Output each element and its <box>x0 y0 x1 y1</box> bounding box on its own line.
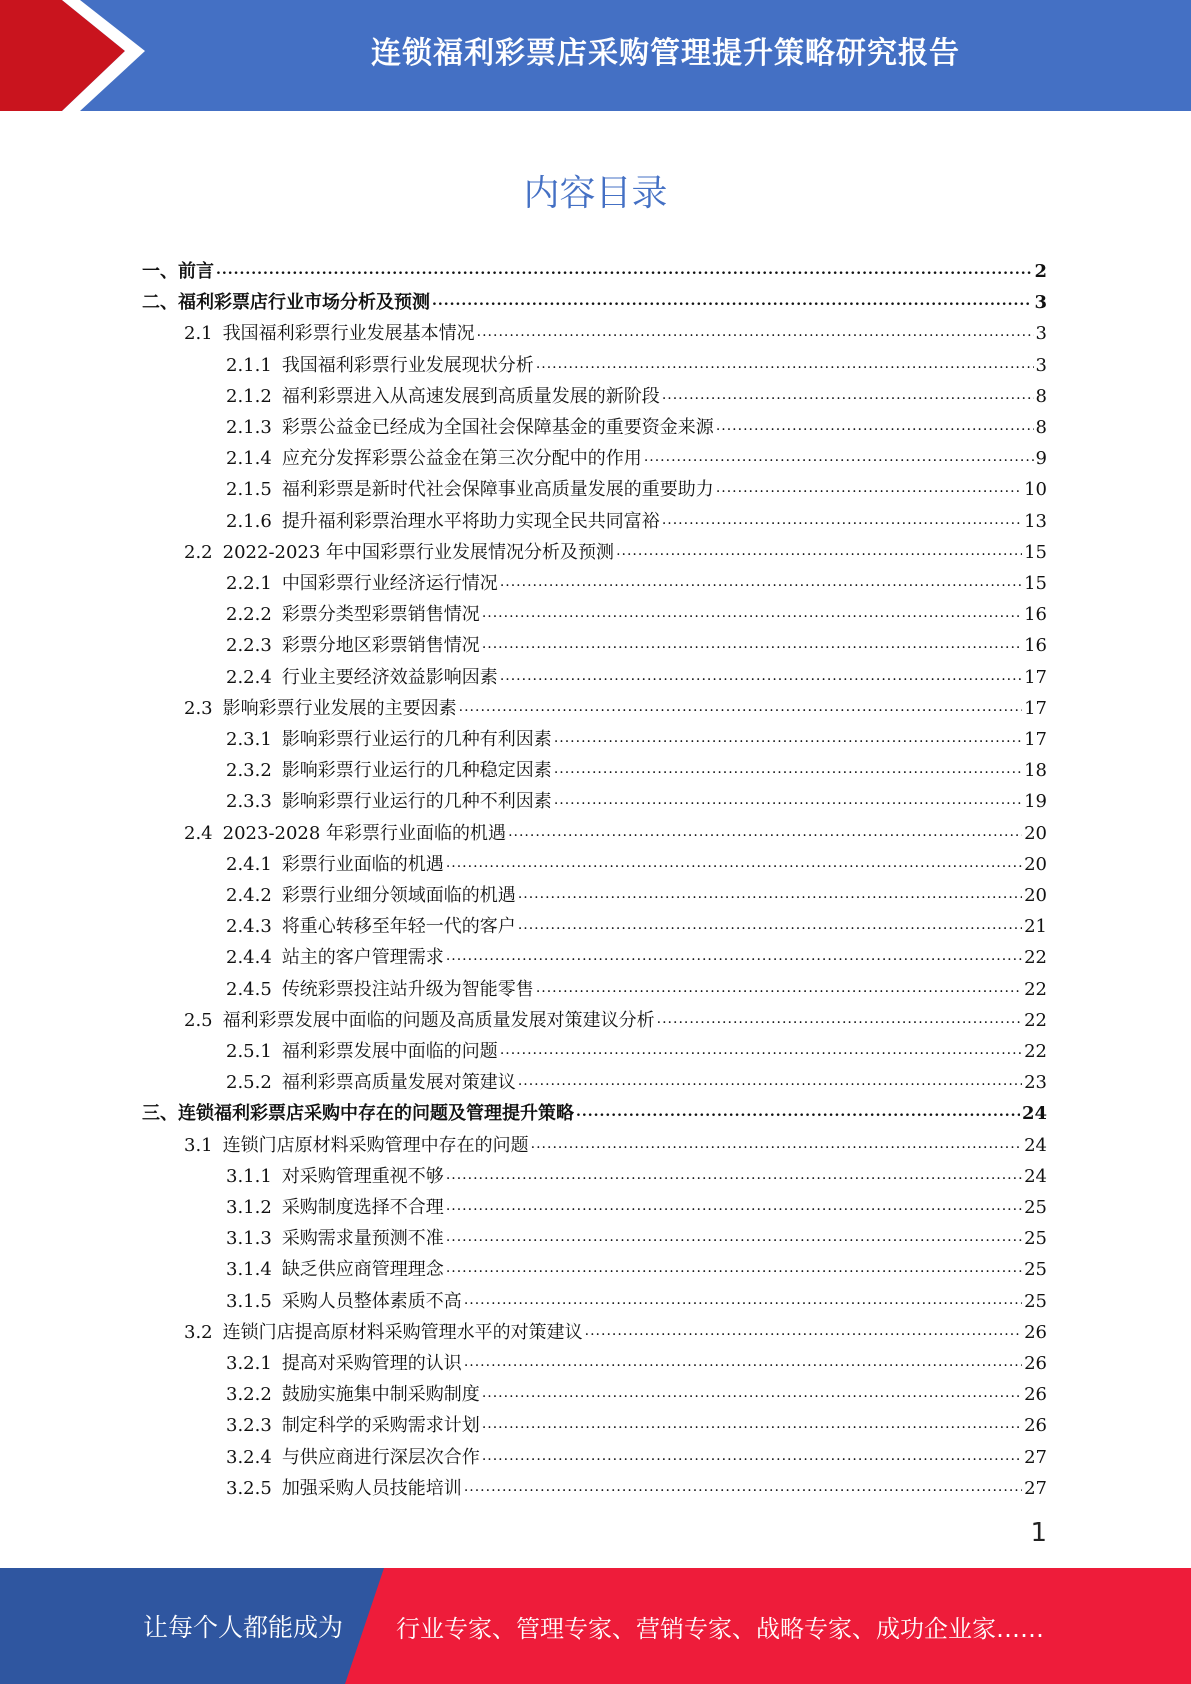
toc-entry[interactable] <box>226 471 1047 502</box>
toc-entry-number: 2.1.2 <box>226 385 272 407</box>
toc-entry-title: 一、前言 <box>142 261 214 282</box>
toc-entry-title: 制定科学的采购需求计划 <box>281 1415 480 1437</box>
toc-entry-title: 将重心转移至年轻一代的客户 <box>281 916 516 938</box>
toc-entry-title: 福利彩票是新时代社会保障事业高质量发展的重要助力 <box>281 479 714 501</box>
toc-entry-number: 2.5.1 <box>226 1041 272 1062</box>
toc-entry-title: 鼓励实施集中制采购制度 <box>281 1384 480 1406</box>
toc-leader-dots <box>459 697 1022 721</box>
toc-leader-dots <box>446 1196 1022 1220</box>
toc-entry-page: 3 <box>1034 292 1047 314</box>
toc-title: 内容目录 <box>523 173 668 214</box>
toc-entry[interactable] <box>226 783 1047 814</box>
toc-entry[interactable] <box>226 877 1047 908</box>
toc-entry-title: 传统彩票投注站升级为智能零售 <box>281 978 534 1000</box>
toc-entry-number: 2.1.6 <box>226 510 272 532</box>
toc-entry-title: 加强采购人员技能培训 <box>281 1477 462 1499</box>
toc-entry[interactable] <box>226 1033 1047 1064</box>
toc-entry-page: 13 <box>1024 510 1047 532</box>
toc-leader-dots <box>536 978 1022 1002</box>
toc-entry-title: 福利彩票进入从高速发展到高质量发展的新阶段 <box>281 385 660 407</box>
toc-entry[interactable] <box>226 939 1047 970</box>
toc-entry-page: 26 <box>1024 1321 1047 1343</box>
toc-entry-title: 二、福利彩票店行业市场分析及预测 <box>142 292 430 314</box>
toc-entry-title: 影响彩票行业发展的主要因素 <box>222 697 457 719</box>
page-footer <box>0 1568 1191 1684</box>
toc-entry-title: 站主的客户管理需求 <box>281 947 444 969</box>
toc-leader-dots <box>464 1477 1022 1501</box>
toc-entry-number: 2.3 <box>184 697 213 719</box>
toc-entry-number: 3.1.2 <box>226 1197 272 1218</box>
toc-entry[interactable] <box>226 565 1047 596</box>
toc-leader-dots <box>616 541 1022 565</box>
toc-entry-number: 2.1.4 <box>226 448 272 470</box>
toc-entry-title: 行业主要经济效益影响因素 <box>281 666 498 688</box>
toc-entry-title: 连锁门店原材料采购管理中存在的问题 <box>222 1134 529 1156</box>
toc-entry-number: 2.4.2 <box>226 885 272 906</box>
toc-entry-number: 2.4.5 <box>226 978 272 1000</box>
toc-entry-title: 影响彩票行业运行的几种不利因素 <box>281 791 552 813</box>
toc-entry-number: 2.1.5 <box>226 479 272 501</box>
footer-slogan-left: 让每个人都能成为 <box>143 1613 344 1642</box>
toc-entry-page: 22 <box>1024 1041 1047 1062</box>
toc-leader-dots <box>585 1321 1022 1345</box>
toc-entry-number: 3.1.4 <box>226 1259 272 1281</box>
toc-leader-dots <box>500 572 1022 596</box>
toc-leader-dots <box>518 884 1022 908</box>
toc-entry-page: 24 <box>1024 1134 1047 1156</box>
toc-entry[interactable] <box>184 1127 1047 1158</box>
toc-entry-page: 22 <box>1024 1009 1047 1031</box>
toc-entry-page: 20 <box>1024 822 1047 844</box>
toc-entry-number: 2.3.3 <box>226 791 272 813</box>
toc-entry-title: 福利彩票发展中面临的问题及高质量发展对策建议分析 <box>222 1009 655 1031</box>
toc-entry-title: 缺乏供应商管理理念 <box>281 1259 444 1281</box>
toc-leader-dots <box>716 478 1022 502</box>
toc-leader-dots <box>500 1040 1022 1064</box>
toc-entry-title: 我国福利彩票行业发展现状分析 <box>281 354 534 376</box>
toc-entry-title: 连锁门店提高原材料采购管理水平的对策建议 <box>222 1321 583 1343</box>
toc-entry-title: 影响彩票行业运行的几种有利因素 <box>281 729 552 750</box>
toc-entry-page: 22 <box>1024 947 1047 969</box>
toc-leader-dots <box>482 634 1022 658</box>
toc-entry[interactable] <box>184 315 1047 346</box>
toc-entry-number: 3.2 <box>184 1321 213 1343</box>
toc-leader-dots <box>531 1134 1022 1158</box>
toc-entry-title: 采购制度选择不合理 <box>281 1197 444 1218</box>
toc-entry[interactable] <box>226 409 1047 440</box>
toc-leader-dots <box>518 1071 1022 1095</box>
toc-entry-page: 19 <box>1024 791 1047 813</box>
toc-entry[interactable] <box>226 846 1047 877</box>
toc-entry[interactable] <box>226 659 1047 690</box>
toc-entry-page: 16 <box>1024 635 1047 657</box>
footer-slogan-right: 行业专家、管理专家、营销专家、战略专家、成功企业家…… <box>396 1614 1044 1643</box>
toc-entry[interactable] <box>184 534 1047 565</box>
page-header <box>0 0 1191 111</box>
toc-entry[interactable] <box>184 815 1047 846</box>
toc-leader-dots <box>482 1383 1022 1407</box>
toc-leader-dots <box>482 1446 1022 1470</box>
toc-entry-number: 2.3.2 <box>226 760 272 782</box>
toc-entry-number: 2.2.4 <box>226 666 272 688</box>
toc-entry[interactable] <box>226 908 1047 939</box>
toc-entry-number: 3.1.5 <box>226 1290 272 1312</box>
toc-entry[interactable] <box>226 1376 1047 1407</box>
toc-entry[interactable] <box>226 1470 1047 1501</box>
toc-entry-number: 2.2 <box>184 541 213 563</box>
toc-entry-title: 提高对采购管理的认识 <box>281 1353 462 1374</box>
toc-entry-number: 2.4.1 <box>226 853 272 875</box>
toc-entry-page: 25 <box>1024 1259 1047 1281</box>
toc-entry-number: 3.2.4 <box>226 1446 272 1468</box>
toc-leader-dots <box>657 1009 1022 1033</box>
toc-leader-dots <box>446 1165 1022 1189</box>
toc-leader-dots <box>464 1352 1022 1376</box>
toc-entry[interactable] <box>226 1158 1047 1189</box>
toc-leader-dots <box>216 260 1032 284</box>
toc-entry[interactable] <box>226 1439 1047 1470</box>
toc-entry[interactable] <box>226 627 1047 658</box>
toc-entry-title: 2023-2028 年彩票行业面临的机遇 <box>222 822 507 844</box>
toc-entry-title: 采购人员整体素质不高 <box>281 1290 462 1312</box>
toc-entry-page: 2 <box>1034 261 1047 282</box>
toc-entry-title: 采购需求量预测不准 <box>281 1228 444 1250</box>
toc-leader-dots <box>644 447 1034 471</box>
toc-entry-page: 16 <box>1024 604 1047 626</box>
toc-leader-dots <box>446 1227 1022 1251</box>
toc-entry-number: 3.2.5 <box>226 1477 272 1499</box>
toc-entry[interactable] <box>184 1002 1047 1033</box>
toc-entry-number: 2.4.4 <box>226 947 272 969</box>
toc-entry-page: 15 <box>1024 573 1047 594</box>
toc-leader-dots <box>662 385 1034 409</box>
toc-entry-title: 彩票公益金已经成为全国社会保障基金的重要资金来源 <box>281 417 714 438</box>
toc-entry[interactable] <box>226 1345 1047 1376</box>
toc-entry-page: 26 <box>1024 1415 1047 1437</box>
toc-entry-number: 2.4 <box>184 822 213 844</box>
toc-entry[interactable] <box>226 1064 1047 1095</box>
toc-leader-dots <box>554 790 1022 814</box>
toc-entry-page: 10 <box>1024 479 1047 501</box>
toc-leader-dots <box>464 1290 1022 1314</box>
toc-entry-number: 3.2.3 <box>226 1415 272 1437</box>
toc-entry-number: 2.1 <box>184 323 213 345</box>
toc-entry-number: 3.1.1 <box>226 1165 272 1187</box>
toc-entry-number: 2.4.3 <box>226 916 272 938</box>
toc-entry-title: 应充分发挥彩票公益金在第三次分配中的作用 <box>281 448 642 470</box>
toc-entry[interactable] <box>226 378 1047 409</box>
toc-entry-title: 彩票行业面临的机遇 <box>281 853 444 875</box>
toc-leader-dots <box>446 946 1022 970</box>
toc-entry-page: 24 <box>1021 1103 1047 1125</box>
toc-leader-dots <box>482 1414 1022 1438</box>
toc-entry-title: 彩票分地区彩票销售情况 <box>281 635 480 657</box>
toc-entry-number: 2.5 <box>184 1009 213 1031</box>
toc-entry-title: 我国福利彩票行业发展基本情况 <box>222 323 475 345</box>
toc-entry-title: 彩票分类型彩票销售情况 <box>281 604 480 626</box>
toc-entry-title: 2022-2023 年中国彩票行业发展情况分析及预测 <box>222 541 615 563</box>
toc-entry[interactable] <box>184 1314 1047 1345</box>
toc-entry-number: 2.2.2 <box>226 604 272 626</box>
toc-entry-page: 17 <box>1024 666 1047 688</box>
toc-entry-number: 2.1.1 <box>226 354 272 376</box>
header-title: 连锁福利彩票店采购管理提升策略研究报告 <box>371 36 960 71</box>
toc-entry-number: 3.1.3 <box>226 1228 272 1250</box>
toc-entry[interactable] <box>226 752 1047 783</box>
toc-entry-page: 3 <box>1035 354 1047 376</box>
toc-entry-number: 2.3.1 <box>226 729 272 750</box>
toc-entry[interactable] <box>226 971 1047 1002</box>
toc-entry-page: 17 <box>1024 729 1047 750</box>
toc-entry-title: 三、连锁福利彩票店采购中存在的问题及管理提升策略 <box>142 1103 574 1125</box>
toc-entry-page: 8 <box>1035 417 1047 438</box>
toc-entry[interactable] <box>226 1251 1047 1282</box>
toc-leader-dots <box>536 354 1034 378</box>
header-arrow-logo <box>0 0 200 111</box>
toc-entry-title: 影响彩票行业运行的几种稳定因素 <box>281 760 552 782</box>
toc-entry[interactable] <box>142 253 1047 284</box>
toc-leader-dots <box>716 416 1034 440</box>
page-number: 1 <box>1030 1518 1047 1548</box>
toc-entry[interactable] <box>226 440 1047 471</box>
toc-entry[interactable] <box>226 347 1047 378</box>
toc-leader-dots <box>576 1102 1020 1126</box>
toc-leader-dots <box>662 510 1022 534</box>
toc-leader-dots <box>477 322 1034 346</box>
toc-entry-page: 24 <box>1024 1165 1047 1187</box>
toc-entry-title: 与供应商进行深层次合作 <box>281 1446 480 1468</box>
toc-entry-page: 23 <box>1024 1072 1047 1094</box>
toc-entry-page: 22 <box>1024 978 1047 1000</box>
toc-entry-page: 25 <box>1024 1290 1047 1312</box>
toc-entry-title: 彩票行业细分领域面临的机遇 <box>281 885 516 906</box>
toc-entry-page: 21 <box>1024 916 1047 938</box>
toc-entry-page: 26 <box>1024 1384 1047 1406</box>
toc-entry-number: 2.1.3 <box>226 417 272 438</box>
toc-entry-number: 3.2.1 <box>226 1353 272 1374</box>
toc-leader-dots <box>446 1258 1022 1282</box>
toc-leader-dots <box>446 853 1022 877</box>
toc-entry-page: 15 <box>1024 541 1047 563</box>
toc-leader-dots <box>518 915 1022 939</box>
toc-leader-dots <box>482 603 1022 627</box>
toc-leader-dots <box>554 728 1022 752</box>
toc-entry-title: 中国彩票行业经济运行情况 <box>281 573 498 594</box>
toc-leader-dots <box>508 822 1022 846</box>
toc-entry-title: 提升福利彩票治理水平将助力实现全民共同富裕 <box>281 510 660 532</box>
toc-entry-number: 2.2.3 <box>226 635 272 657</box>
toc-entry-page: 27 <box>1024 1477 1047 1499</box>
toc-entry-page: 25 <box>1024 1197 1047 1218</box>
toc-entry-number: 3.1 <box>184 1134 213 1156</box>
toc-leader-dots <box>432 291 1032 315</box>
toc-entry[interactable] <box>226 1220 1047 1251</box>
toc-entry-page: 20 <box>1024 885 1047 906</box>
toc-entry-page: 27 <box>1024 1446 1047 1468</box>
toc-entry[interactable] <box>226 721 1047 752</box>
toc-entry[interactable] <box>226 1189 1047 1220</box>
toc-entry-page: 3 <box>1035 323 1047 345</box>
toc-entry-title: 福利彩票发展中面临的问题 <box>281 1041 498 1062</box>
toc-entry-title: 对采购管理重视不够 <box>281 1165 444 1187</box>
toc-entry[interactable] <box>184 690 1047 721</box>
toc-entry-page: 20 <box>1024 853 1047 875</box>
toc-entry[interactable] <box>226 503 1047 534</box>
toc-entry[interactable] <box>142 1095 1047 1126</box>
toc-entry[interactable] <box>142 284 1047 315</box>
toc-entry-page: 17 <box>1024 697 1047 719</box>
toc-entry-page: 26 <box>1024 1353 1047 1374</box>
toc-entry[interactable] <box>226 1407 1047 1438</box>
toc-entry-title: 福利彩票高质量发展对策建议 <box>281 1072 516 1094</box>
toc-entry-number: 3.2.2 <box>226 1384 272 1406</box>
toc-entry-page: 18 <box>1024 760 1047 782</box>
toc-entry[interactable] <box>226 1283 1047 1314</box>
toc-entry-page: 25 <box>1024 1228 1047 1250</box>
toc-entry-number: 2.5.2 <box>226 1072 272 1094</box>
toc-entry-page: 9 <box>1035 448 1047 470</box>
toc-entry-number: 2.2.1 <box>226 573 272 594</box>
toc-leader-dots <box>554 759 1022 783</box>
toc-leader-dots <box>500 666 1022 690</box>
toc-entry-page: 8 <box>1035 385 1047 407</box>
toc-entry[interactable] <box>226 596 1047 627</box>
